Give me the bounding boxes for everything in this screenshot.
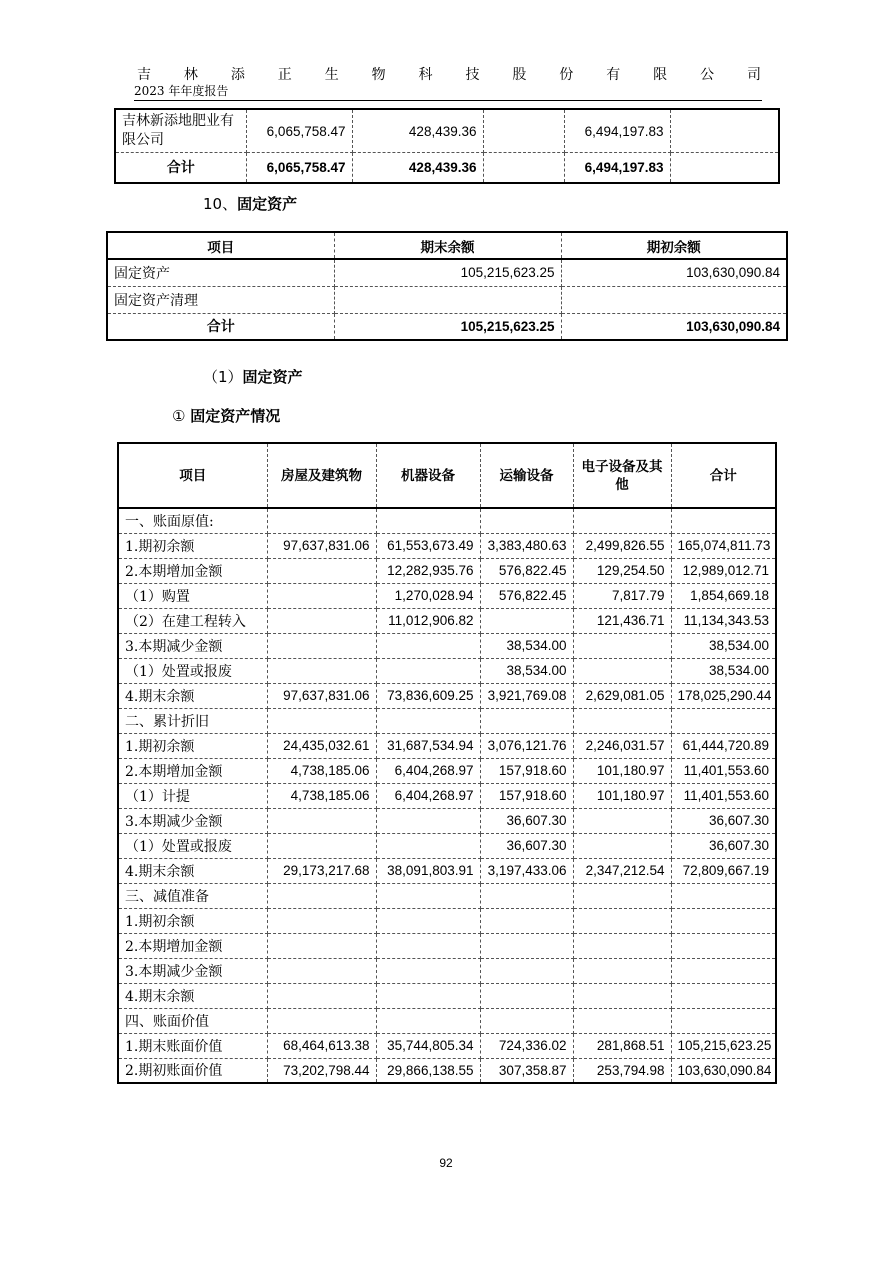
amount-cell: 12,282,935.76 — [376, 558, 480, 583]
amount-cell: 3,076,121.76 — [480, 733, 573, 758]
amount-cell: 38,534.00 — [671, 633, 776, 658]
table-row — [107, 313, 787, 340]
amount-cell: 4,738,185.06 — [267, 783, 376, 808]
amount-cell: 2,499,826.55 — [573, 533, 671, 558]
row-label: 吉林新添地肥业有限公司 — [115, 109, 246, 153]
amount-cell — [480, 708, 573, 733]
amount-cell: 6,494,197.83 — [564, 109, 670, 153]
amount-cell — [480, 608, 573, 633]
amount-cell — [267, 883, 376, 908]
table-row — [118, 658, 776, 683]
row-label: （1）购置 — [118, 583, 267, 608]
table-row — [107, 259, 787, 286]
company-name-char: 技 — [465, 67, 480, 83]
table-row — [118, 1008, 776, 1033]
table-row — [118, 708, 776, 733]
amount-cell — [267, 1008, 376, 1033]
begin-balance-cell — [561, 286, 787, 313]
company-name-char: 份 — [559, 67, 574, 83]
amount-cell — [376, 633, 480, 658]
amount-cell: 1,270,028.94 — [376, 583, 480, 608]
amount-cell: 307,358.87 — [480, 1058, 573, 1083]
amount-cell — [573, 508, 671, 533]
amount-cell — [376, 658, 480, 683]
amount-cell — [670, 109, 779, 153]
table-row — [118, 733, 776, 758]
company-name-char: 吉 — [137, 67, 151, 83]
table-row — [118, 608, 776, 633]
table-row — [118, 833, 776, 858]
amount-cell — [573, 1008, 671, 1033]
amount-cell — [376, 983, 480, 1008]
amount-cell — [670, 153, 779, 183]
company-name-char: 生 — [324, 67, 339, 83]
amount-cell: 6,065,758.47 — [246, 153, 352, 183]
amount-cell: 36,607.30 — [480, 808, 573, 833]
table-row — [118, 933, 776, 958]
row-label: 固定资产清理 — [107, 286, 334, 313]
amount-cell: 72,809,667.19 — [671, 858, 776, 883]
row-label: （1）计提 — [118, 783, 267, 808]
table-row — [118, 583, 776, 608]
amount-cell: 38,091,803.91 — [376, 858, 480, 883]
subsection-1-heading — [203, 366, 303, 387]
begin-balance-cell: 103,630,090.84 — [561, 313, 787, 340]
amount-cell — [573, 908, 671, 933]
page-number: 92 — [439, 1156, 453, 1170]
table-row — [118, 508, 776, 533]
amount-cell: 11,012,906.82 — [376, 608, 480, 633]
amount-cell — [671, 708, 776, 733]
amount-cell — [480, 508, 573, 533]
row-label: 一、账面原值: — [118, 508, 267, 533]
amount-cell — [671, 933, 776, 958]
amount-cell — [671, 508, 776, 533]
amount-cell: 3,197,433.06 — [480, 858, 573, 883]
amount-cell: 29,866,138.55 — [376, 1058, 480, 1083]
company-name-char: 股 — [512, 67, 527, 83]
amount-cell — [671, 908, 776, 933]
company-name-char: 林 — [183, 67, 198, 83]
begin-balance-cell: 103,630,090.84 — [561, 259, 787, 286]
row-label: （2）在建工程转入 — [118, 608, 267, 633]
row-label: 2.本期增加金额 — [118, 558, 267, 583]
summary-header-item: 项目 — [107, 232, 334, 259]
table-row — [118, 983, 776, 1008]
row-label: 1.期初余额 — [118, 733, 267, 758]
amount-cell — [480, 958, 573, 983]
summary-header-end: 期末余额 — [334, 232, 561, 259]
end-balance-cell — [334, 286, 561, 313]
amount-cell: 97,637,831.06 — [267, 533, 376, 558]
row-label: 1.期末账面价值 — [118, 1033, 267, 1058]
row-label: 4.期末余额 — [118, 683, 267, 708]
amount-cell: 724,336.02 — [480, 1033, 573, 1058]
row-label: 2.期初账面价值 — [118, 1058, 267, 1083]
amount-cell — [267, 708, 376, 733]
summary-header-begin: 期初余额 — [561, 232, 787, 259]
amount-cell: 38,534.00 — [480, 658, 573, 683]
amount-cell: 101,180.97 — [573, 783, 671, 808]
amount-cell — [573, 633, 671, 658]
row-label: 3.本期减少金额 — [118, 633, 267, 658]
amount-cell — [573, 833, 671, 858]
amount-cell: 11,134,343.53 — [671, 608, 776, 633]
amount-cell: 178,025,290.44 — [671, 683, 776, 708]
row-label: 3.本期减少金额 — [118, 808, 267, 833]
row-label: （1）处置或报废 — [118, 833, 267, 858]
table-row — [118, 1058, 776, 1083]
header-divider — [134, 100, 762, 101]
amount-cell — [480, 983, 573, 1008]
amount-cell: 3,921,769.08 — [480, 683, 573, 708]
amount-cell: 2,347,212.54 — [573, 858, 671, 883]
amount-cell: 281,868.51 — [573, 1033, 671, 1058]
table-row — [118, 1033, 776, 1058]
detail-header-cell: 项目 — [118, 443, 267, 508]
amount-cell — [267, 508, 376, 533]
amount-cell — [573, 958, 671, 983]
amount-cell — [376, 883, 480, 908]
fixed-assets-detail-table — [117, 442, 777, 1084]
amount-cell: 157,918.60 — [480, 783, 573, 808]
detail-header-cell: 合计 — [671, 443, 776, 508]
amount-cell: 6,404,268.97 — [376, 783, 480, 808]
fixed-assets-summary-table — [106, 231, 788, 341]
table-row — [118, 808, 776, 833]
amount-cell — [573, 658, 671, 683]
end-balance-cell: 105,215,623.25 — [334, 259, 561, 286]
amount-cell — [671, 1008, 776, 1033]
company-name-char: 有 — [606, 67, 621, 83]
amount-cell: 428,439.36 — [352, 153, 483, 183]
amount-cell — [267, 633, 376, 658]
amount-cell: 253,794.98 — [573, 1058, 671, 1083]
amount-cell: 2,246,031.57 — [573, 733, 671, 758]
table-row — [115, 153, 779, 183]
amount-cell — [267, 908, 376, 933]
amount-cell — [573, 933, 671, 958]
amount-cell — [480, 883, 573, 908]
amount-cell — [376, 958, 480, 983]
amount-cell — [267, 958, 376, 983]
detail-header-cell: 机器设备 — [376, 443, 480, 508]
amount-cell — [376, 808, 480, 833]
table-row — [118, 783, 776, 808]
amount-cell: 31,687,534.94 — [376, 733, 480, 758]
row-label: 固定资产 — [107, 259, 334, 286]
amount-cell — [671, 983, 776, 1008]
amount-cell — [267, 808, 376, 833]
amount-cell — [573, 983, 671, 1008]
amount-cell: 1,854,669.18 — [671, 583, 776, 608]
company-name-char: 正 — [277, 67, 292, 83]
detail-header-cell: 电子设备及其他 — [573, 443, 671, 508]
section-10-heading — [203, 193, 297, 214]
table-row — [118, 633, 776, 658]
table-row — [118, 883, 776, 908]
amount-cell — [483, 153, 564, 183]
table-row — [118, 958, 776, 983]
detail-header-cell: 房屋及建筑物 — [267, 443, 376, 508]
amount-cell: 73,202,798.44 — [267, 1058, 376, 1083]
table-row — [118, 758, 776, 783]
amount-cell: 35,744,805.34 — [376, 1033, 480, 1058]
row-label: 合计 — [115, 153, 246, 183]
section-10-title: 固定资产 — [237, 195, 298, 213]
report-title: 2023 年年度报告 — [134, 84, 229, 98]
amount-cell — [267, 933, 376, 958]
amount-cell: 38,534.00 — [480, 633, 573, 658]
amount-cell: 12,989,012.71 — [671, 558, 776, 583]
subsection-1a-number: ① — [172, 407, 186, 425]
amount-cell: 576,822.45 — [480, 558, 573, 583]
section-10-number: 10、 — [203, 195, 238, 213]
company-name-char: 司 — [746, 67, 761, 83]
amount-cell: 97,637,831.06 — [267, 683, 376, 708]
amount-cell — [671, 958, 776, 983]
subsection-1a-title: 固定资产情况 — [190, 407, 281, 425]
amount-cell — [267, 583, 376, 608]
row-label: 1.期初余额 — [118, 533, 267, 558]
amount-cell: 6,494,197.83 — [564, 153, 670, 183]
amount-cell: 11,401,553.60 — [671, 758, 776, 783]
amount-cell: 6,404,268.97 — [376, 758, 480, 783]
company-name-char: 限 — [653, 67, 668, 83]
subsection-1-number: （1） — [203, 368, 243, 386]
amount-cell: 61,444,720.89 — [671, 733, 776, 758]
table-row — [118, 908, 776, 933]
amount-cell: 121,436.71 — [573, 608, 671, 633]
amount-cell: 101,180.97 — [573, 758, 671, 783]
company-name-header — [137, 64, 761, 84]
amount-cell — [376, 1008, 480, 1033]
amount-cell — [267, 608, 376, 633]
row-label: 二、累计折旧 — [118, 708, 267, 733]
amount-cell — [267, 833, 376, 858]
table-row — [115, 109, 779, 153]
amount-cell: 24,435,032.61 — [267, 733, 376, 758]
amount-cell: 36,607.30 — [671, 833, 776, 858]
row-label: 1.期初余额 — [118, 908, 267, 933]
row-label: （1）处置或报废 — [118, 658, 267, 683]
amount-cell — [376, 908, 480, 933]
amount-cell: 11,401,553.60 — [671, 783, 776, 808]
subsection-1a-heading — [172, 405, 280, 426]
amount-cell: 36,607.30 — [671, 808, 776, 833]
row-label: 三、减值准备 — [118, 883, 267, 908]
table-row — [118, 558, 776, 583]
amount-cell — [376, 833, 480, 858]
company-name-char: 添 — [230, 67, 245, 83]
top-continued-table — [114, 108, 780, 184]
amount-cell: 36,607.30 — [480, 833, 573, 858]
table-row — [107, 286, 787, 313]
row-label: 4.期末余额 — [118, 858, 267, 883]
amount-cell — [376, 933, 480, 958]
amount-cell — [573, 808, 671, 833]
row-label: 2.本期增加金额 — [118, 933, 267, 958]
row-label: 3.本期减少金额 — [118, 958, 267, 983]
amount-cell: 3,383,480.63 — [480, 533, 573, 558]
amount-cell: 73,836,609.25 — [376, 683, 480, 708]
amount-cell: 165,074,811.73 — [671, 533, 776, 558]
subsection-1-title: 固定资产 — [242, 368, 303, 386]
row-label: 4.期末余额 — [118, 983, 267, 1008]
amount-cell: 61,553,673.49 — [376, 533, 480, 558]
amount-cell: 157,918.60 — [480, 758, 573, 783]
amount-cell — [376, 508, 480, 533]
amount-cell — [480, 1008, 573, 1033]
amount-cell: 29,173,217.68 — [267, 858, 376, 883]
amount-cell — [267, 983, 376, 1008]
company-name-char: 科 — [418, 67, 433, 83]
amount-cell — [573, 708, 671, 733]
amount-cell — [480, 908, 573, 933]
amount-cell: 129,254.50 — [573, 558, 671, 583]
table-row — [118, 858, 776, 883]
table-row — [118, 683, 776, 708]
amount-cell — [480, 933, 573, 958]
table-row — [118, 533, 776, 558]
amount-cell: 428,439.36 — [352, 109, 483, 153]
amount-cell — [376, 708, 480, 733]
row-label: 2.本期增加金额 — [118, 758, 267, 783]
amount-cell: 2,629,081.05 — [573, 683, 671, 708]
amount-cell — [671, 883, 776, 908]
amount-cell: 38,534.00 — [671, 658, 776, 683]
amount-cell — [573, 883, 671, 908]
amount-cell: 105,215,623.25 — [671, 1033, 776, 1058]
company-name-char: 公 — [700, 67, 715, 83]
amount-cell: 576,822.45 — [480, 583, 573, 608]
amount-cell — [267, 658, 376, 683]
amount-cell: 6,065,758.47 — [246, 109, 352, 153]
amount-cell — [483, 109, 564, 153]
end-balance-cell: 105,215,623.25 — [334, 313, 561, 340]
amount-cell: 103,630,090.84 — [671, 1058, 776, 1083]
amount-cell: 7,817.79 — [573, 583, 671, 608]
amount-cell: 4,738,185.06 — [267, 758, 376, 783]
company-name-char: 物 — [371, 67, 386, 83]
detail-header-cell: 运输设备 — [480, 443, 573, 508]
row-label: 四、账面价值 — [118, 1008, 267, 1033]
row-label: 合计 — [107, 313, 334, 340]
amount-cell: 68,464,613.38 — [267, 1033, 376, 1058]
amount-cell — [267, 558, 376, 583]
